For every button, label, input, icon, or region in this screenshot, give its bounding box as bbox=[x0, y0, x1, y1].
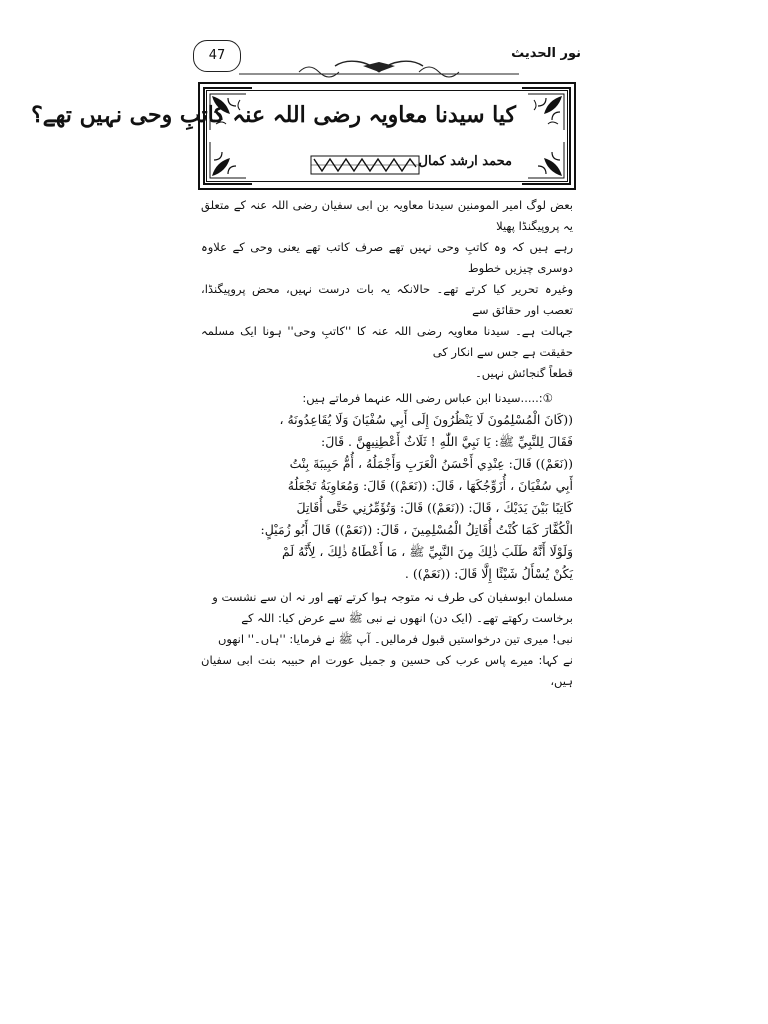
book-title: نور الحدیث bbox=[511, 46, 581, 61]
hadith-line: ((نَعَمْ)) قَالَ: عِنْدِي أَحْسَنُ الْعَرَبِ وَأَجْمَلُهُ ، أُمُّ حَبِيبَةَ بِنْتُ bbox=[289, 456, 573, 471]
title-frame bbox=[31, 82, 576, 190]
intro-line: رہے ہیں کہ وہ کاتبِ وحی نہیں تھے صرف کاتب تھے یعنی وحی کے علاوہ دوسری چیزیں خطوط bbox=[201, 240, 573, 275]
translation-line: برخاست رکھتے تھے۔ (ایک دن) انھوں نے نبی ﷺ سے عرض کیا: اللہ کے bbox=[241, 611, 573, 625]
translation-line: مسلمان ابوسفیان کی طرف نہ متوجہ ہوا کرتے تھے اور نہ ان سے نشست و bbox=[212, 590, 573, 604]
author-name: محمد ارشد کمال bbox=[418, 154, 512, 169]
intro-line: جہالت ہے۔ سیدنا معاویہ رضی اللہ عنہ کا ''کاتبِ وحی'' ہونا ایک مسلمہ حقیقت ہے جس سے انکار کی bbox=[201, 324, 573, 359]
book-page bbox=[31, 40, 581, 710]
page-number: 47 bbox=[193, 40, 241, 72]
intro-line: قطعاً گنجائش نہیں۔ bbox=[475, 366, 573, 380]
header-ornament-icon bbox=[239, 42, 519, 82]
hadith-line: ((كَانَ الْمُسْلِمُونَ لَا يَنْظُرُونَ إِلَى أَبِي سُفْيَانَ وَلَا يُقَاعِدُونَهُ ، bbox=[279, 412, 573, 427]
corner-ornament-icon bbox=[518, 132, 574, 188]
hadith-line: أَبِي سُفْيَانَ ، أُزَوِّجُكَهَا ، قَالَ: ((نَعَمْ)) قَالَ: وَمُعَاوِيَةُ تَجْعَلُهُ bbox=[287, 478, 573, 493]
hadith-line: كَاتِبًا بَيْنَ يَدَيْكَ ، قَالَ: ((نَعَمْ)) قَالَ: وَتُؤَمِّرُنِي حَتَّى أُقَاتِلَ bbox=[296, 500, 573, 515]
decorative-band-icon bbox=[310, 154, 420, 176]
intro-line: بعض لوگ امیر المومنین سیدنا معاویہ بن ابی سفیان رضی اللہ عنہ کے متعلق یہ پروپیگنڈا پھیلا bbox=[201, 198, 573, 233]
hadith-line: الْكُفَّارَ كَمَا كُنْتُ أُقَاتِلُ الْمُسْلِمِينَ ، قَالَ: ((نَعَمْ)) قَالَ أَبُو زُمَيْلٍ: bbox=[260, 522, 573, 537]
translation-block bbox=[201, 587, 573, 692]
intro-line: وغیرہ تحریر کیا کرتے تھے۔ حالانکہ یہ بات درست نہیں، محض پروپیگنڈا، تعصب اور حقائق سے bbox=[201, 282, 573, 317]
hadith-line: وَلَوْلَا أَنَّهُ طَلَبَ ذٰلِكَ مِنَ النَّبِيِّ ﷺ ، مَا أَعْطَاهُ ذٰلِكَ ، لِأَنَّهُ لَمْ bbox=[281, 544, 573, 559]
corner-ornament-icon bbox=[200, 132, 256, 188]
hadith-line: فَقَالَ لِلنَّبِيِّ ﷺ: يَا نَبِيَّ اللّٰهِ ! ثَلَاثٌ أَعْطِنِيهِنَّ . قَالَ: bbox=[320, 434, 573, 449]
translation-line: نے کہا: میرے پاس عرب کی حسین و جمیل عورت ام حبیبہ بنت ابی سفیان ہیں، bbox=[201, 653, 573, 688]
translation-line: نبی! میری تین درخواستیں قبول فرمالیں۔ آپ ﷺ نے فرمایا: ''ہاں۔'' انھوں bbox=[217, 632, 573, 646]
article-title: کیا سیدنا معاویہ رضی اللہ عنہ کاتبِ وحی نہیں تھے؟ bbox=[31, 102, 516, 128]
hadith-line: يَكُنْ يُسْأَلُ شَيْئًا إِلَّا قَالَ: ((نَعَمْ)) . bbox=[404, 566, 573, 581]
narrator-line: ①:.....سیدنا ابن عباس رضی اللہ عنہما فرماتے ہیں: bbox=[302, 391, 553, 405]
article-body bbox=[201, 195, 573, 692]
